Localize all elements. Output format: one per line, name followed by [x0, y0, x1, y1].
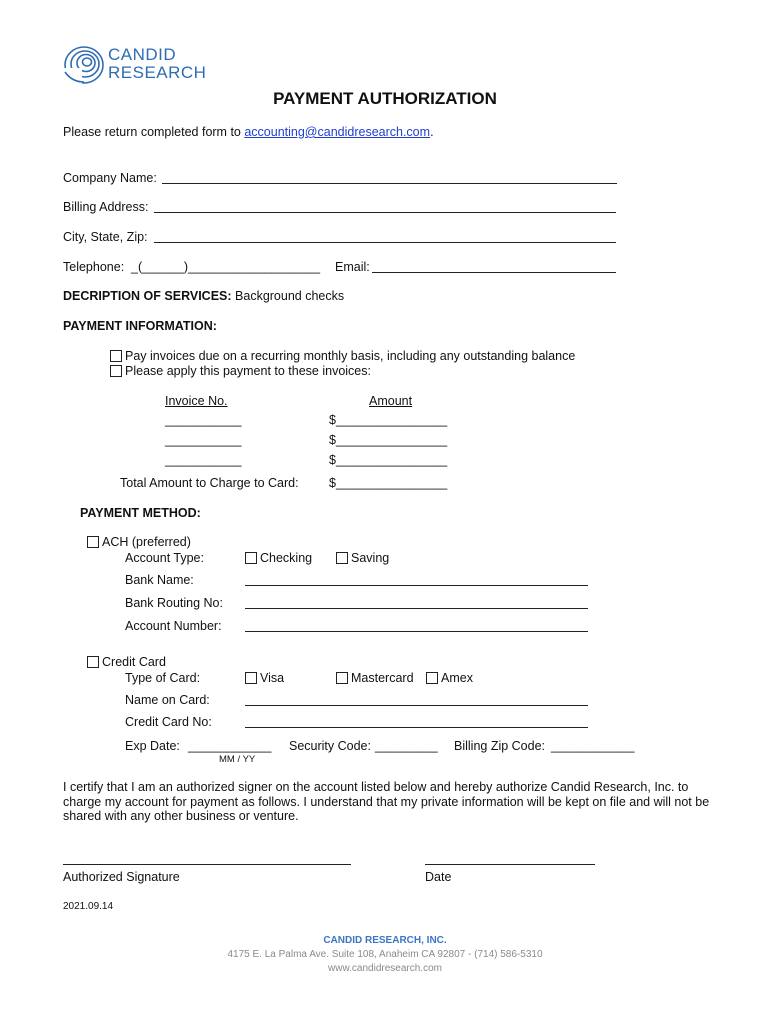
option-invoices[interactable] — [110, 364, 371, 378]
email-field[interactable] — [372, 272, 616, 273]
account-number-label: Account Number: — [125, 619, 222, 633]
amount-field-2[interactable]: $________________ — [329, 433, 448, 447]
payment-info-heading: PAYMENT INFORMATION: — [63, 319, 217, 333]
option-invoices-label: Please apply this payment to these invoices: — [125, 364, 371, 378]
name-on-card-label: Name on Card: — [125, 693, 210, 707]
credit-card-checkbox[interactable] — [87, 656, 99, 668]
signature-field[interactable] — [63, 864, 351, 865]
date-label: Date — [425, 870, 452, 884]
visa-label: Visa — [260, 671, 285, 685]
billing-zip-field[interactable]: ____________ — [551, 739, 635, 753]
amex-label: Amex — [441, 671, 473, 685]
payment-method-heading: PAYMENT METHOD: — [80, 506, 201, 520]
invoice-field-1[interactable]: ___________ — [165, 413, 242, 427]
exp-date-hint: MM / YY — [219, 754, 256, 765]
billing-address-label: Billing Address: — [63, 200, 149, 214]
intro-suffix: . — [430, 125, 434, 139]
card-type-label: Type of Card: — [125, 671, 201, 685]
ach-option[interactable] — [87, 535, 191, 549]
exp-date-field[interactable]: ____________ — [188, 739, 272, 753]
logo-line-2: RESEARCH — [108, 63, 207, 82]
date-field[interactable] — [425, 864, 595, 865]
exp-date-label: Exp Date: — [125, 739, 180, 753]
telephone-label: Telephone: — [63, 260, 125, 274]
card-number-label: Credit Card No: — [125, 715, 212, 729]
telephone-field[interactable]: _(______)___________________ — [131, 260, 321, 274]
checking-option[interactable] — [245, 551, 312, 565]
visa-checkbox[interactable] — [245, 672, 257, 684]
total-amount-field[interactable]: $________________ — [329, 476, 448, 490]
checking-checkbox[interactable] — [245, 552, 257, 564]
logo-line-1: CANDID — [108, 45, 177, 64]
services-label: DECRIPTION OF SERVICES: — [63, 289, 232, 303]
credit-card-label: Credit Card — [102, 655, 166, 669]
signature-label: Authorized Signature — [63, 870, 180, 884]
bank-name-field[interactable] — [245, 585, 588, 586]
footer-website[interactable]: www.candidresearch.com — [328, 963, 442, 974]
ach-checkbox[interactable] — [87, 536, 99, 548]
email-link[interactable]: accounting@candidresearch.com — [244, 125, 431, 139]
saving-option[interactable] — [336, 551, 389, 565]
amount-field-3[interactable]: $________________ — [329, 453, 448, 467]
account-type-label: Account Type: — [125, 551, 204, 565]
amount-header: Amount — [369, 394, 413, 408]
services-line — [63, 289, 344, 303]
credit-card-option[interactable] — [87, 655, 166, 669]
recurring-checkbox[interactable] — [110, 350, 122, 362]
intro-text: Please return completed form to — [63, 125, 245, 139]
logo-swirl-icon — [62, 44, 106, 86]
bank-name-label: Bank Name: — [125, 573, 194, 587]
saving-checkbox[interactable] — [336, 552, 348, 564]
invoice-field-2[interactable]: ___________ — [165, 433, 242, 447]
routing-label: Bank Routing No: — [125, 596, 223, 610]
form-version: 2021.09.14 — [63, 901, 114, 912]
amex-option[interactable] — [426, 671, 473, 685]
company-name-label: Company Name: — [63, 171, 157, 185]
city-state-zip-label: City, State, Zip: — [63, 230, 148, 244]
mastercard-label: Mastercard — [351, 671, 414, 685]
certification-text: I certify that I am an authorized signer on the account listed below and hereby authorize Candid Research, Inc. to charge my account for payment as follows. I understand that my private information will be kept on file and will not be shared with any other business or venture. — [63, 780, 710, 823]
total-label: Total Amount to Charge to Card: — [120, 476, 299, 490]
visa-option[interactable] — [245, 671, 284, 685]
security-code-label: Security Code: — [289, 739, 371, 753]
company-name-field[interactable] — [162, 183, 617, 184]
security-code-field[interactable]: _________ — [375, 739, 438, 753]
mastercard-option[interactable] — [336, 671, 414, 685]
amex-checkbox[interactable] — [426, 672, 438, 684]
routing-field[interactable] — [245, 608, 588, 609]
name-on-card-field[interactable] — [245, 705, 588, 706]
invoice-field-3[interactable]: ___________ — [165, 453, 242, 467]
billing-address-field[interactable] — [154, 212, 616, 213]
city-state-zip-field[interactable] — [154, 242, 616, 243]
email-label: Email: — [335, 260, 370, 274]
services-value: Background checks — [235, 289, 345, 303]
footer-address: 4175 E. La Palma Ave. Suite 108, Anaheim CA 92807 - (714) 586-5310 — [227, 949, 543, 960]
ach-label: ACH (preferred) — [102, 535, 191, 549]
amount-field-1[interactable]: $________________ — [329, 413, 448, 427]
page-title: PAYMENT AUTHORIZATION — [273, 89, 497, 108]
account-number-field[interactable] — [245, 631, 588, 632]
checking-label: Checking — [260, 551, 313, 565]
mastercard-checkbox[interactable] — [336, 672, 348, 684]
intro-line — [63, 125, 434, 139]
saving-label: Saving — [351, 551, 390, 565]
card-number-field[interactable] — [245, 727, 588, 728]
billing-zip-label: Billing Zip Code: — [454, 739, 546, 753]
invoices-checkbox[interactable] — [110, 365, 122, 377]
invoice-header: Invoice No. — [165, 394, 228, 408]
footer-company: CANDID RESEARCH, INC. — [323, 935, 447, 946]
company-logo — [62, 44, 222, 86]
option-recurring[interactable] — [110, 349, 575, 363]
option-recurring-label: Pay invoices due on a recurring monthly basis, including any outstanding balance — [125, 349, 576, 363]
